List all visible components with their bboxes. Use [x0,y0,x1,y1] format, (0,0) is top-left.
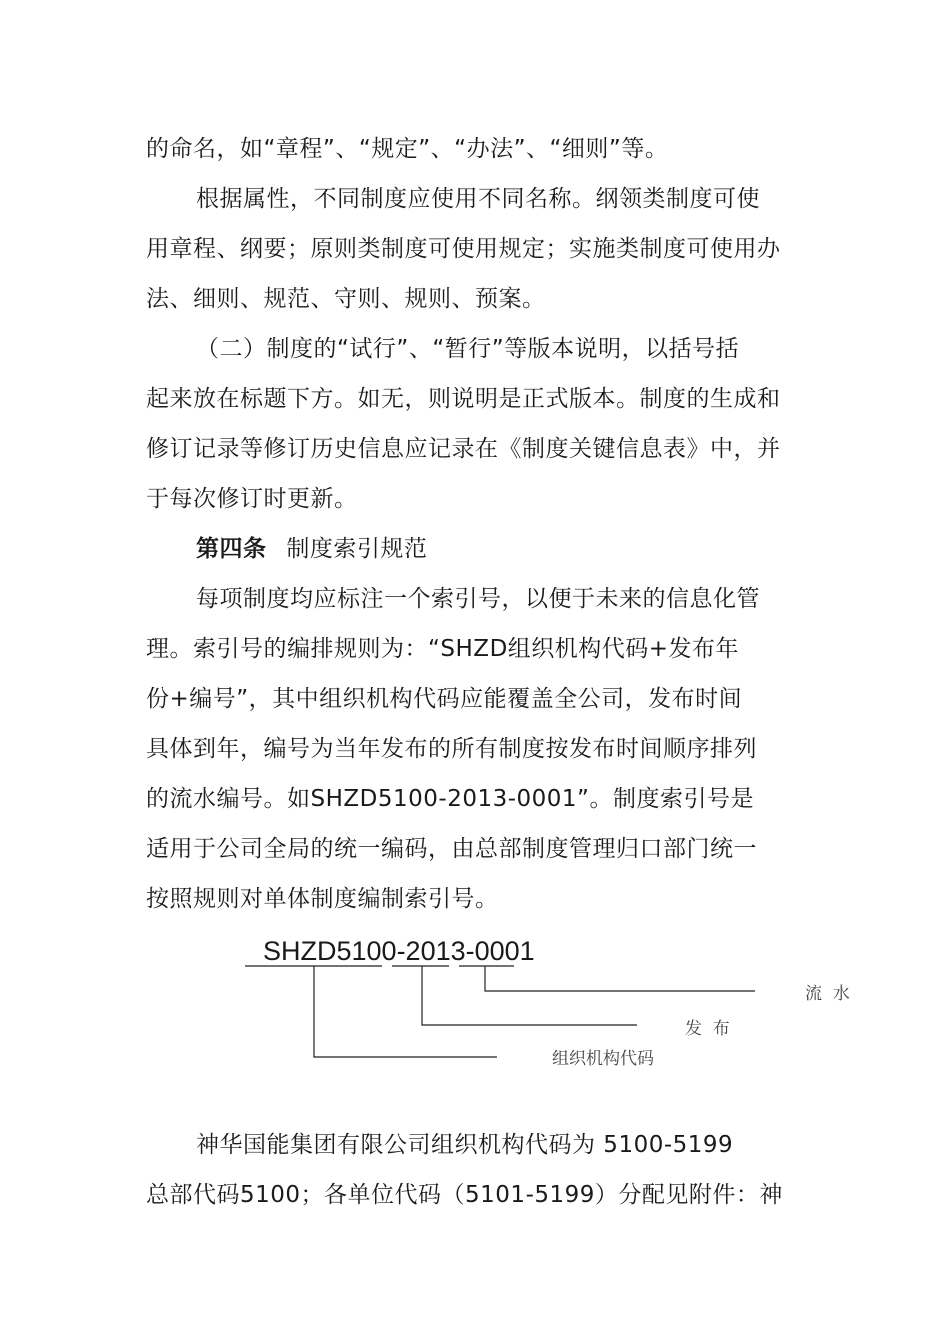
paragraph-line: 法、细则、规范、守则、规则、预案。 [146,286,546,312]
paragraph-line: 根据属性，不同制度应使用不同名称。纲领类制度可使 [196,186,760,212]
org-code-connector [314,966,497,1057]
article-heading [196,534,806,564]
org-code-label: 组织机构代码 [552,1049,654,1069]
paragraph-line: 的命名，如“章程”、“规定”、“办法”、“细则”等。 [146,136,669,162]
paragraph-line: 于每次修订时更新。 [146,486,358,512]
article-number: 第四条 [196,536,267,562]
paragraph-line: 修订记录等修订历史信息应记录在《制度关键信息表》中，并 [146,436,781,462]
paragraph-line: 理。索引号的编排规则为：“SHZD组织机构代码+发布年 [146,636,740,662]
paragraph-line: 每项制度均应标注一个索引号，以便于未来的信息化管 [196,586,760,612]
article-title: 制度索引规范 [286,536,428,562]
paragraph-line: 具体到年，编号为当年发布的所有制度按发布时间顺序排列 [146,736,757,762]
paragraph-line: 适用于公司全局的统一编码，由总部制度管理归口部门统一 [146,836,757,862]
paragraph-line: （二）制度的“试行”、“暂行”等版本说明，以括号括 [196,336,740,362]
paragraph-line: 总部代码5100；各单位代码（5101-5199）分配见附件：神 [146,1182,783,1208]
paragraph-line: 份+编号”，其中组织机构代码应能覆盖全公司，发布时间 [146,686,743,712]
year-label: 发 布 [685,1019,730,1039]
year-connector [422,966,637,1025]
serial-label: 流 水 [805,984,850,1004]
paragraph-line: 按照规则对单体制度编制索引号。 [146,886,499,912]
paragraph-line: 神华国能集团有限公司组织机构代码为 5100-5199 [196,1132,734,1158]
serial-connector [485,966,755,991]
paragraph-line: 用章程、纲要；原则类制度可使用规定；实施类制度可使用办 [146,236,781,262]
paragraph-line: 起来放在标题下方。如无，则说明是正式版本。制度的生成和 [146,386,781,412]
paragraph-line: 的流水编号。如SHZD5100-2013-0001”。制度索引号是 [146,786,754,812]
index-code-text: SHZD5100-2013-0001 [263,936,535,966]
